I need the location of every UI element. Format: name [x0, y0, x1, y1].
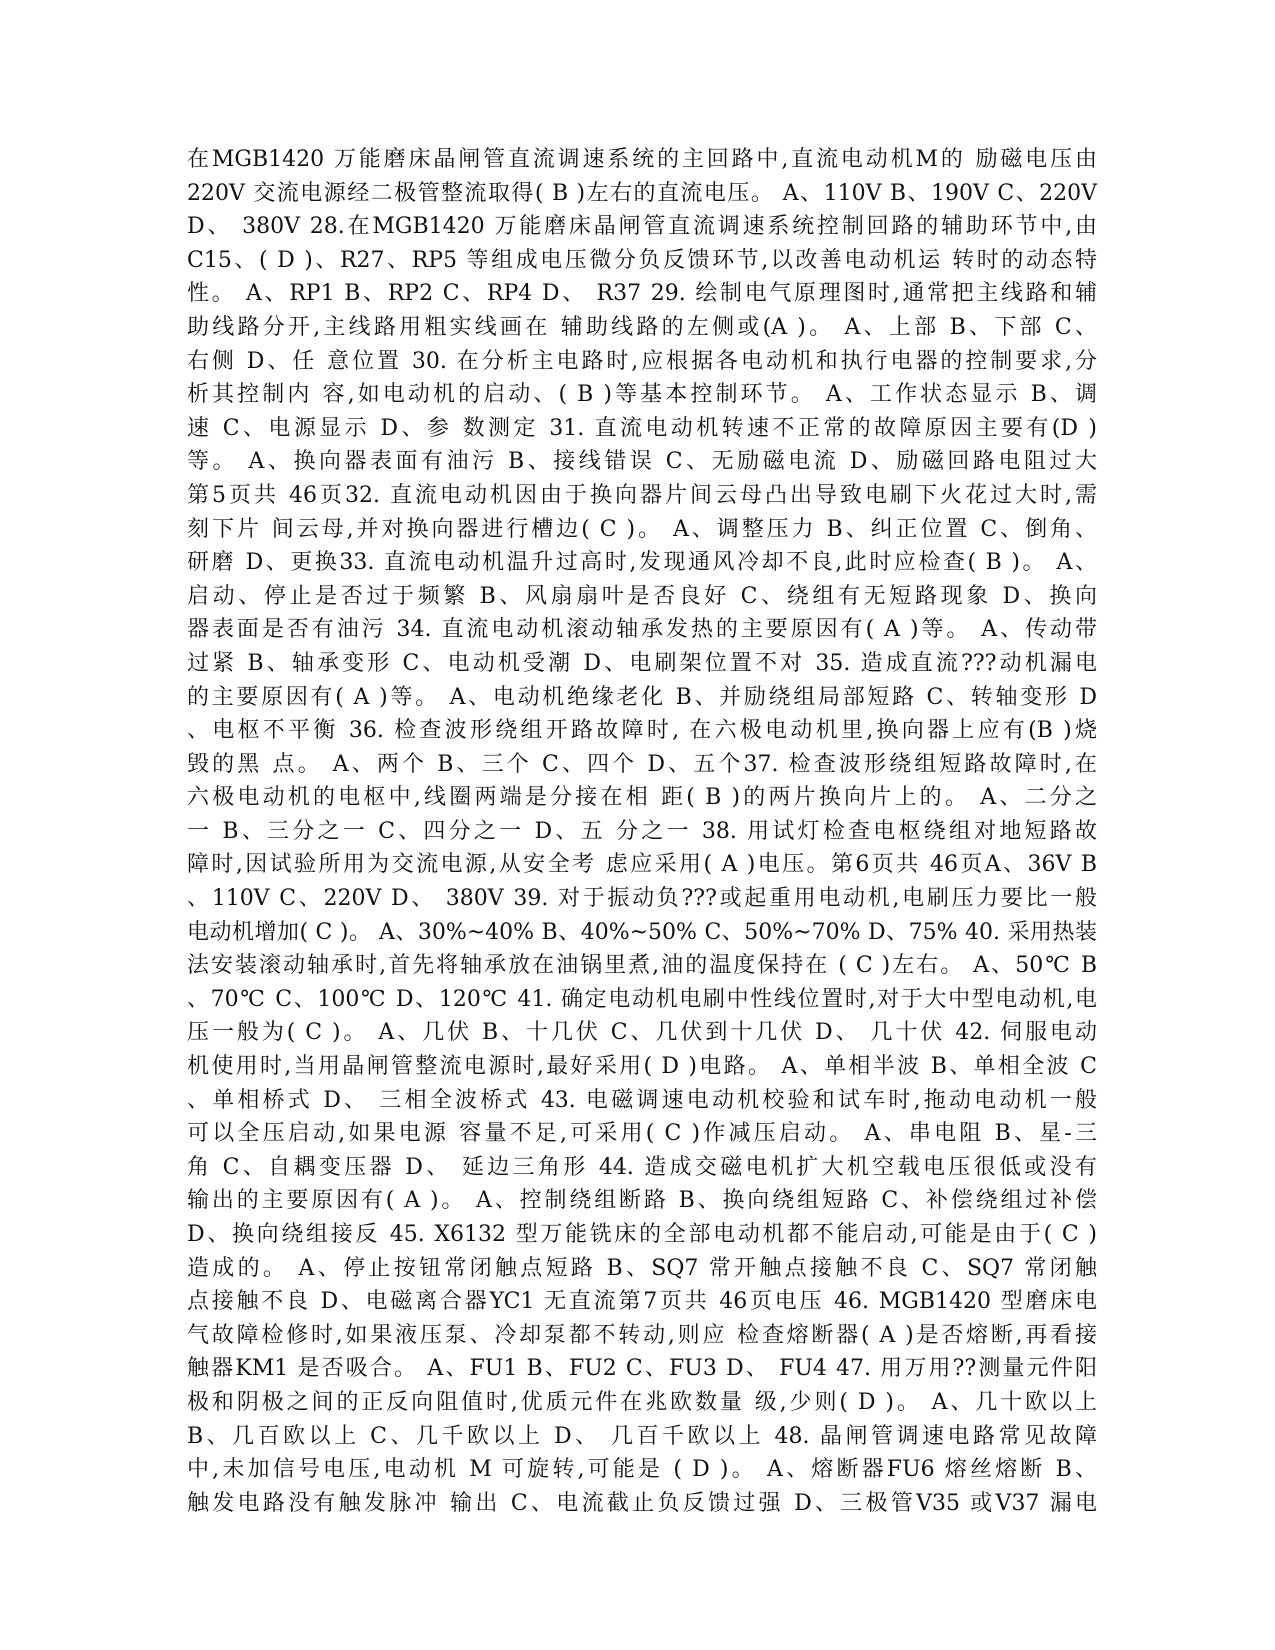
text-line: 中,未加信号电压,电动机 M 可旋转,可能是 ( D )。 A、熔断器FU6 熔丝熔断 B、 — [187, 1457, 1097, 1483]
text-line: 压一般为( C )。 A、几伏 B、十几伏 C、几伏到十几伏 D、 几十伏 42. 伺服电动 — [187, 1020, 1097, 1046]
text-line: 六极电动机的电枢中,线圈两端是分接在相 距( B )的两片换向片上的。 A、二分之 — [187, 785, 1097, 811]
text-line: 的主要原因有( A )等。 A、电动机绝缘老化 B、并励绕组局部短路 C、转轴变形 D — [187, 684, 1097, 710]
text-line: 触发电路没有触发脉冲 输出 C、电流截止负反馈过强 D、三极管V35 或V37 漏电 — [187, 1490, 1097, 1516]
text-line: 、110V C、220V D、 380V 39. 对于振动负???或起重用电动机,电刷压力要比一般 — [187, 886, 1097, 912]
text-line: 毁的黑 点。 A、两个 B、三个 C、四个 D、五个37. 检查波形绕组短路故障时,在 — [187, 751, 1097, 777]
body-text — [187, 143, 1097, 1520]
text-line: 触器KM1 是否吸合。 A、FU1 B、FU2 C、FU3 D、 FU4 47. 用万用??测量元件阳 — [187, 1356, 1097, 1382]
text-line: 、电枢不平衡 36. 检查波形绕组开路故障时, 在六极电动机里,换向器上应有(B )烧 — [187, 718, 1097, 744]
text-line: 角 C、自耦变压器 D、 延边三角形 44. 造成交磁电机扩大机空载电压很低或没有 — [187, 1154, 1097, 1180]
text-line: 电动机增加( C )。 A、30%~40% B、40%~50% C、50%~70% D、75% 40. 采用热装 — [187, 919, 1097, 945]
text-line: 输出的主要原因有( A )。 A、控制绕组断路 B、换向绕组短路 C、补偿绕组过补偿 — [187, 1188, 1097, 1214]
text-line: 启动、停止是否过于频繁 B、风扇扇叶是否良好 C、绕组有无短路现象 D、换向 — [187, 583, 1097, 609]
text-line: D、 380V 28.在MGB1420 万能磨床晶闸管直流调速系统控制回路的辅助环节中,由 — [187, 214, 1097, 240]
text-line: 第5页共 46页32. 直流电动机因由于换向器片间云母凸出导致电刷下火花过大时,需 — [187, 482, 1097, 508]
text-line: 器表面是否有油污 34. 直流电动机滚动轴承发热的主要原因有( A )等。 A、传动带 — [187, 617, 1097, 643]
text-line: 法安装滚动轴承时,首先将轴承放在油锅里煮,油的温度保持在 ( C )左右。 A、50℃ B — [187, 953, 1097, 979]
text-line: 右侧 D、任 意位置 30. 在分析主电路时,应根据各电动机和执行电器的控制要求,分 — [187, 348, 1097, 374]
text-line: 、70℃ C、100℃ D、120℃ 41. 确定电动机电刷中性线位置时,对于大中型电动机,电 — [187, 986, 1097, 1012]
text-line: 析其控制内 容,如电动机的启动、( B )等基本控制环节。 A、工作状态显示 B、调 — [187, 382, 1097, 408]
text-line: C15、( D )、R27、RP5 等组成电压微分负反馈环节,以改善电动机运 转时的动态特 — [187, 247, 1097, 273]
text-line: 刻下片 间云母,并对换向器进行槽边( C )。 A、调整压力 B、纠正位置 C、倒角、 — [187, 516, 1097, 542]
text-line: 障时,因试验所用为交流电源,从安全考 虑应采用( A )电压。第6页共 46页A、36V B — [187, 852, 1097, 878]
text-line: B、几百欧以上 C、几千欧以上 D、 几百千欧以上 48. 晶闸管调速电路常见故障 — [187, 1423, 1097, 1449]
text-line: 可以全压启动,如果电源 容量不足,可采用( C )作减压启动。 A、串电阻 B、星-三 — [187, 1121, 1097, 1147]
text-line: 性。 A、RP1 B、RP2 C、RP4 D、 R37 29. 绘制电气原理图时,通常把主线路和辅 — [187, 281, 1097, 307]
text-line: 过紧 B、轴承变形 C、电动机受潮 D、电刷架位置不对 35. 造成直流???动机漏电 — [187, 650, 1097, 676]
text-line: 等。 A、换向器表面有油污 B、接线错误 C、无励磁电流 D、励磁回路电阻过大 — [187, 449, 1097, 475]
text-line: 在MGB1420 万能磨床晶闸管直流调速系统的主回路中,直流电动机M的 励磁电压由 — [187, 147, 1097, 172]
text-line: D、换向绕组接反 45. X6132 型万能铣床的全部电动机都不能启动,可能是由于( C ) — [187, 1222, 1097, 1247]
text-line: 220V 交流电源经二极管整流取得( B )左右的直流电压。 A、110V B、190V C、220V — [187, 180, 1097, 206]
text-line: 点接触不良 D、电磁离合器YC1 无直流第7页共 46页电压 46. MGB1420 型磨床电 — [187, 1289, 1097, 1315]
text-line: 研磨 D、更换33. 直流电动机温升过高时,发现通风冷却不良,此时应检查( B )。 A、 — [187, 550, 1097, 576]
text-line: 气故障检修时,如果液压泵、冷却泵都不转动,则应 检查熔断器( A )是否熔断,再看接 — [187, 1322, 1097, 1348]
text-line: 机使用时,当用晶闸管整流电源时,最好采用( D )电路。 A、单相半波 B、单相全波 C — [187, 1054, 1097, 1080]
text-line: 极和阴极之间的正反向阻值时,优质元件在兆欧数量 级,少则( D )。 A、几十欧以上 — [187, 1389, 1097, 1415]
text-line: 速 C、电源显示 D、参 数测定 31. 直流电动机转速不正常的故障原因主要有(D ) — [187, 415, 1097, 441]
text-line: 造成的。 A、停止按钮常闭触点短路 B、SQ7 常开触点接触不良 C、SQ7 常闭触 — [187, 1255, 1097, 1281]
text-line: 、单相桥式 D、 三相全波桥式 43. 电磁调速电动机校验和试车时,拖动电动机一般 — [187, 1087, 1097, 1113]
text-line: 助线路分开,主线路用粗实线画在 辅助线路的左侧或(A )。 A、上部 B、下部 C、 — [187, 314, 1097, 340]
text-line: 一 B、三分之一 C、四分之一 D、五 分之一 38. 用试灯检查电枢绕组对地短路故 — [187, 818, 1097, 844]
